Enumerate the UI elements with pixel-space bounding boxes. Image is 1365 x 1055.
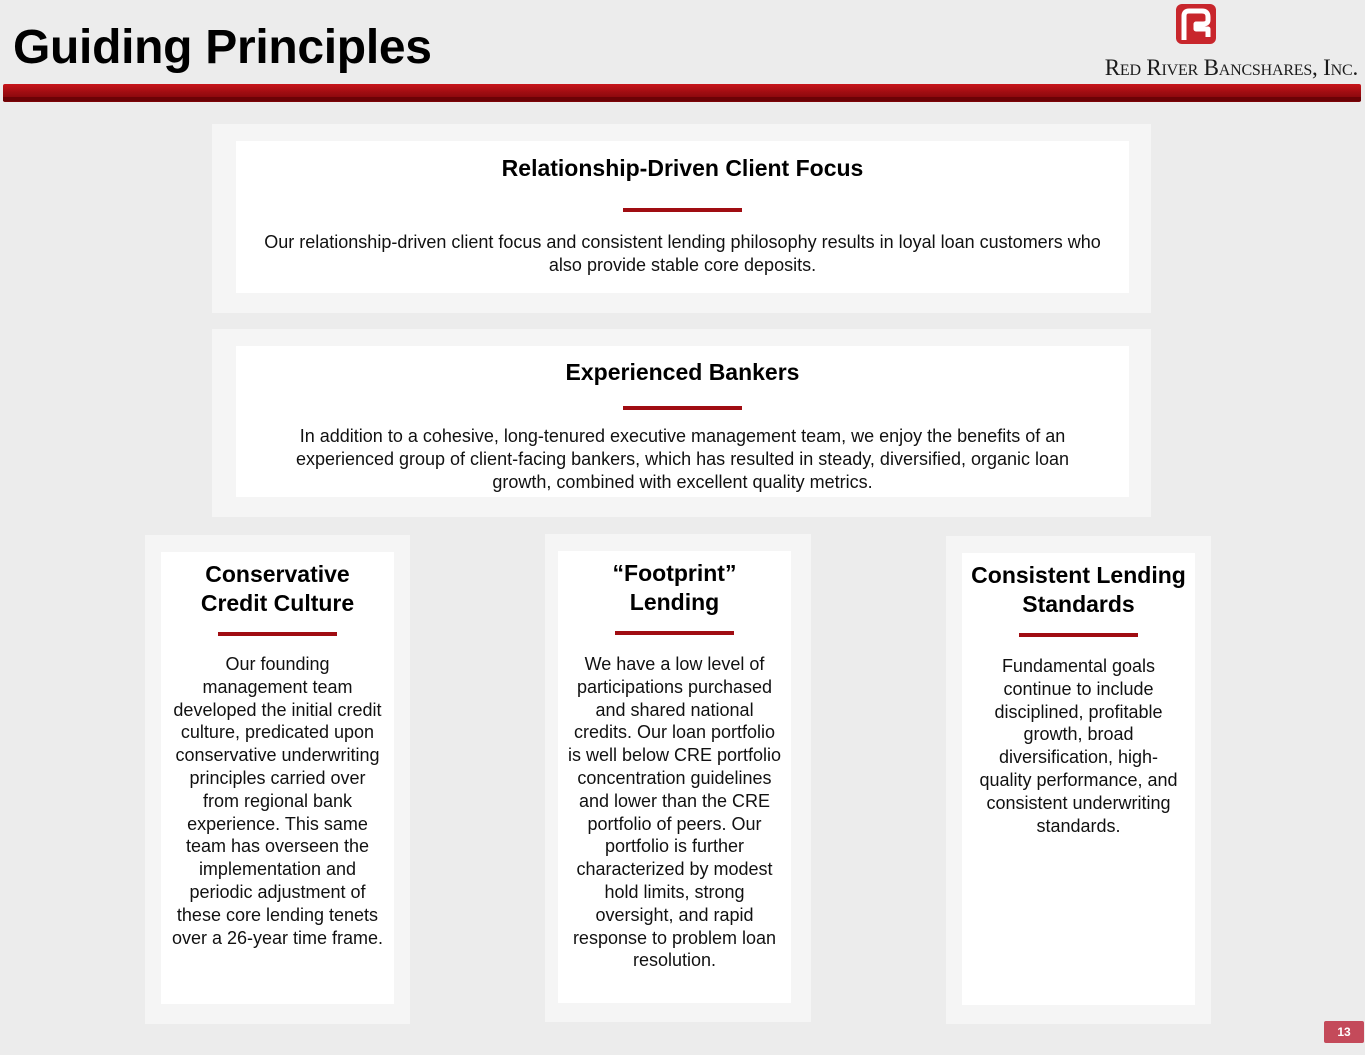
- card-experienced-bankers: [236, 346, 1129, 497]
- card-body: We have a low level of participations purchased and shared national credits. Our loan portfolio is well below CRE portfolio concentration guidelines and lower than the CRE portfolio of peers. Our portfolio is further characterized by modest hold limits, strong oversight, and rapid response to problem loan resolution.: [567, 654, 782, 971]
- card-body: Fundamental goals continue to include disciplined, profitable growth, broad diversification, high-quality performance, and consistent underwriting standards.: [979, 656, 1178, 836]
- card-heading: “Footprint” Lending: [612, 560, 737, 615]
- red-river-logo-icon: [1176, 4, 1216, 44]
- card-body: Our relationship-driven client focus and consistent lending philosophy results in loyal loan customers who also provide stable core deposits.: [264, 232, 1101, 275]
- card-client-focus: [236, 141, 1129, 293]
- card-heading: Consistent Lending Standards: [971, 562, 1186, 617]
- page-title: Guiding Principles: [13, 21, 432, 74]
- card-body: Our founding management team developed the initial credit culture, predicated upon conservative underwriting principles carried over from regional bank experience. This same team has overseen the implementation and periodic adjustment of these core lending tenets over a 26-year time frame.: [171, 654, 384, 948]
- card-footprint-lending: [558, 551, 791, 1003]
- card-heading: Relationship-Driven Client Focus: [501, 155, 864, 181]
- card-credit-culture: [161, 552, 394, 1004]
- card-heading: Experienced Bankers: [565, 359, 800, 385]
- card-lending-standards: [962, 553, 1195, 1005]
- accent-bar: [623, 208, 742, 212]
- accent-bar: [1019, 633, 1138, 637]
- card-body: In addition to a cohesive, long-tenured executive management team, we enjoy the benefits of an experienced group of client-facing bankers, which has resulted in steady, diversified, organic loan growth, combined with excellent quality metrics.: [295, 426, 1070, 492]
- accent-bar: [615, 631, 734, 635]
- card-heading: Conservative Credit Culture: [200, 561, 355, 616]
- accent-bar: [623, 406, 742, 410]
- page-number-badge: 13: [1324, 1021, 1364, 1043]
- accent-bar: [218, 632, 337, 636]
- header-divider: [3, 84, 1361, 102]
- company-name: Red River Bancshares, Inc.: [1104, 55, 1358, 80]
